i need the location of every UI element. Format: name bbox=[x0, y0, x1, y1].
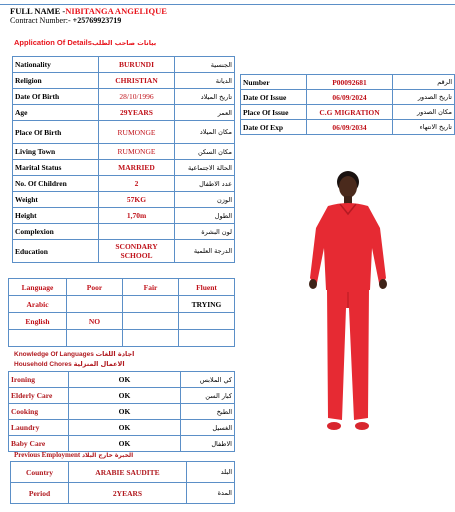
details-value: 29YEARS bbox=[99, 105, 175, 121]
languages-title bbox=[14, 350, 134, 358]
details-row bbox=[13, 105, 235, 121]
full-name-label: FULL NAME - bbox=[10, 6, 66, 16]
languages-empty-cell bbox=[9, 330, 67, 347]
details-label-ar: الطول bbox=[175, 208, 235, 224]
top-strip bbox=[0, 0, 455, 5]
employment-label-ar: المدة bbox=[187, 483, 235, 504]
details-row bbox=[13, 240, 235, 263]
details-label: Height bbox=[13, 208, 99, 224]
candidate-photo bbox=[300, 168, 398, 450]
contract-value: +25769923719 bbox=[72, 16, 122, 25]
languages-title-ar: اجادة اللغات bbox=[95, 350, 135, 358]
details-row bbox=[13, 224, 235, 240]
chores-row bbox=[9, 420, 235, 436]
details-row bbox=[13, 144, 235, 160]
chore-value: OK bbox=[69, 436, 181, 452]
employment-title-ar: الخبرة خارج البلاد bbox=[81, 452, 134, 459]
passport-label: Place Of Issue bbox=[241, 105, 307, 120]
employment-label-ar: البلد bbox=[187, 462, 235, 483]
languages-header: Language bbox=[9, 279, 67, 296]
languages-empty-cell bbox=[179, 330, 235, 347]
details-label: Age bbox=[13, 105, 99, 121]
language-fluent: TRYING bbox=[179, 296, 235, 313]
details-label-ar: الجنسية bbox=[175, 57, 235, 73]
details-label: Marital Status bbox=[13, 160, 99, 176]
languages-table bbox=[8, 278, 235, 347]
languages-header: Poor bbox=[67, 279, 123, 296]
languages-row bbox=[9, 296, 235, 313]
languages-title-en: Knowledge Of Languages bbox=[14, 351, 94, 358]
chores-row bbox=[9, 404, 235, 420]
passport-label: Date Of Issue bbox=[241, 90, 307, 105]
chore-value: OK bbox=[69, 372, 181, 388]
language-name: English bbox=[9, 313, 67, 330]
language-fair bbox=[123, 296, 179, 313]
details-row bbox=[13, 192, 235, 208]
languages-empty-cell bbox=[123, 330, 179, 347]
passport-label: Date Of Exp bbox=[241, 120, 307, 135]
languages-empty-row bbox=[9, 330, 235, 347]
details-value: RUMONGE bbox=[99, 121, 175, 144]
chores-row bbox=[9, 436, 235, 452]
details-label: Living Town bbox=[13, 144, 99, 160]
details-label-ar: مكان السكن bbox=[175, 144, 235, 160]
passport-label-ar: تاريخ الانتهاء bbox=[393, 120, 455, 135]
details-label: Place Of Birth bbox=[13, 121, 99, 144]
details-label-ar: الديانة bbox=[175, 73, 235, 89]
chore-value: OK bbox=[69, 404, 181, 420]
chores-row bbox=[9, 372, 235, 388]
details-value: SCONDARY SCHOOL bbox=[99, 240, 175, 263]
details-label-ar: مكان الميلاد bbox=[175, 121, 235, 144]
chores-title bbox=[14, 360, 125, 368]
passport-label-ar: تاريخ الصدور bbox=[393, 90, 455, 105]
details-label-ar: عدد الاطفال bbox=[175, 176, 235, 192]
details-value: CHRISTIAN bbox=[99, 73, 175, 89]
employment-value: 2YEARS bbox=[69, 483, 187, 504]
details-label-ar: العمر bbox=[175, 105, 235, 121]
language-fluent bbox=[179, 313, 235, 330]
details-label-ar: تاريخ الميلاد bbox=[175, 89, 235, 105]
employment-title-en: Previous Employment bbox=[14, 451, 81, 459]
details-label: No. Of Children bbox=[13, 176, 99, 192]
contract-line bbox=[10, 16, 121, 25]
chore-label-ar: كي الملابس bbox=[181, 372, 235, 388]
passport-row bbox=[241, 120, 455, 135]
employment-table bbox=[10, 461, 235, 504]
application-title bbox=[14, 38, 156, 47]
languages-header: Fluent bbox=[179, 279, 235, 296]
employment-row bbox=[11, 462, 235, 483]
details-row bbox=[13, 160, 235, 176]
chore-value: OK bbox=[69, 420, 181, 436]
details-label: Date Of Birth bbox=[13, 89, 99, 105]
details-value bbox=[99, 224, 175, 240]
language-name: Arabic bbox=[9, 296, 67, 313]
chore-label: Ironing bbox=[9, 372, 69, 388]
passport-value: 06/09/2024 bbox=[307, 90, 393, 105]
passport-label: Number bbox=[241, 75, 307, 90]
language-poor bbox=[67, 296, 123, 313]
passport-row bbox=[241, 75, 455, 90]
details-label-ar: لون البشرة bbox=[175, 224, 235, 240]
details-label: Weight bbox=[13, 192, 99, 208]
details-label: Religion bbox=[13, 73, 99, 89]
details-value: RUMONGE bbox=[99, 144, 175, 160]
passport-label-ar: مكان الصدور bbox=[393, 105, 455, 120]
details-table bbox=[12, 56, 235, 263]
employment-title bbox=[14, 451, 133, 459]
details-label-ar: الحالة الاجتماعية bbox=[175, 160, 235, 176]
details-row bbox=[13, 89, 235, 105]
passport-label-ar: الرقم bbox=[393, 75, 455, 90]
details-value: 57KG bbox=[99, 192, 175, 208]
details-row bbox=[13, 73, 235, 89]
application-title-ar: بيانات صاحب الطلب bbox=[91, 39, 157, 47]
chore-label-ar: الاطفال bbox=[181, 436, 235, 452]
passport-value: 06/09/2034 bbox=[307, 120, 393, 135]
full-name-line bbox=[10, 6, 167, 16]
details-value: BURUNDI bbox=[99, 57, 175, 73]
chore-label-ar: الطبخ bbox=[181, 404, 235, 420]
chore-label-ar: كبار السن bbox=[181, 388, 235, 404]
details-label-ar: الدرجة العلمية bbox=[175, 240, 235, 263]
passport-value: P00092681 bbox=[307, 75, 393, 90]
employment-label: Period bbox=[11, 483, 69, 504]
application-title-en: Application Of Details bbox=[14, 38, 92, 47]
details-value: 1,70m bbox=[99, 208, 175, 224]
full-name-value: NIBITANGA ANGELIQUE bbox=[65, 6, 167, 16]
chore-value: OK bbox=[69, 388, 181, 404]
chore-label-ar: الغسيل bbox=[181, 420, 235, 436]
chores-row bbox=[9, 388, 235, 404]
details-label: Nationality bbox=[13, 57, 99, 73]
chore-label: Elderly Care bbox=[9, 388, 69, 404]
chores-title-en: Household Chores bbox=[14, 361, 72, 368]
languages-row bbox=[9, 313, 235, 330]
details-row bbox=[13, 57, 235, 73]
contract-label: Contract Number:- bbox=[10, 16, 71, 25]
details-label: Education bbox=[13, 240, 99, 263]
chore-label: Baby Care bbox=[9, 436, 69, 452]
details-value: MARRIED bbox=[99, 160, 175, 176]
passport-row bbox=[241, 105, 455, 120]
passport-row bbox=[241, 90, 455, 105]
details-row bbox=[13, 176, 235, 192]
details-value: 28/10/1996 bbox=[99, 89, 175, 105]
details-row bbox=[13, 121, 235, 144]
employment-row bbox=[11, 483, 235, 504]
chore-label: Cooking bbox=[9, 404, 69, 420]
employment-label: Country bbox=[11, 462, 69, 483]
details-row bbox=[13, 208, 235, 224]
languages-header: Fair bbox=[123, 279, 179, 296]
details-label: Complexion bbox=[13, 224, 99, 240]
details-label-ar: الوزن bbox=[175, 192, 235, 208]
passport-table bbox=[240, 74, 455, 135]
details-value: 2 bbox=[99, 176, 175, 192]
languages-empty-cell bbox=[67, 330, 123, 347]
languages-header-row bbox=[9, 279, 235, 296]
chore-label: Laundry bbox=[9, 420, 69, 436]
employment-value: ARABIE SAUDITE bbox=[69, 462, 187, 483]
language-poor: NO bbox=[67, 313, 123, 330]
passport-value: C.G MIGRATION bbox=[307, 105, 393, 120]
chores-title-ar: الاعمال المنزلية bbox=[73, 360, 125, 368]
language-fair bbox=[123, 313, 179, 330]
chores-table bbox=[8, 371, 235, 452]
